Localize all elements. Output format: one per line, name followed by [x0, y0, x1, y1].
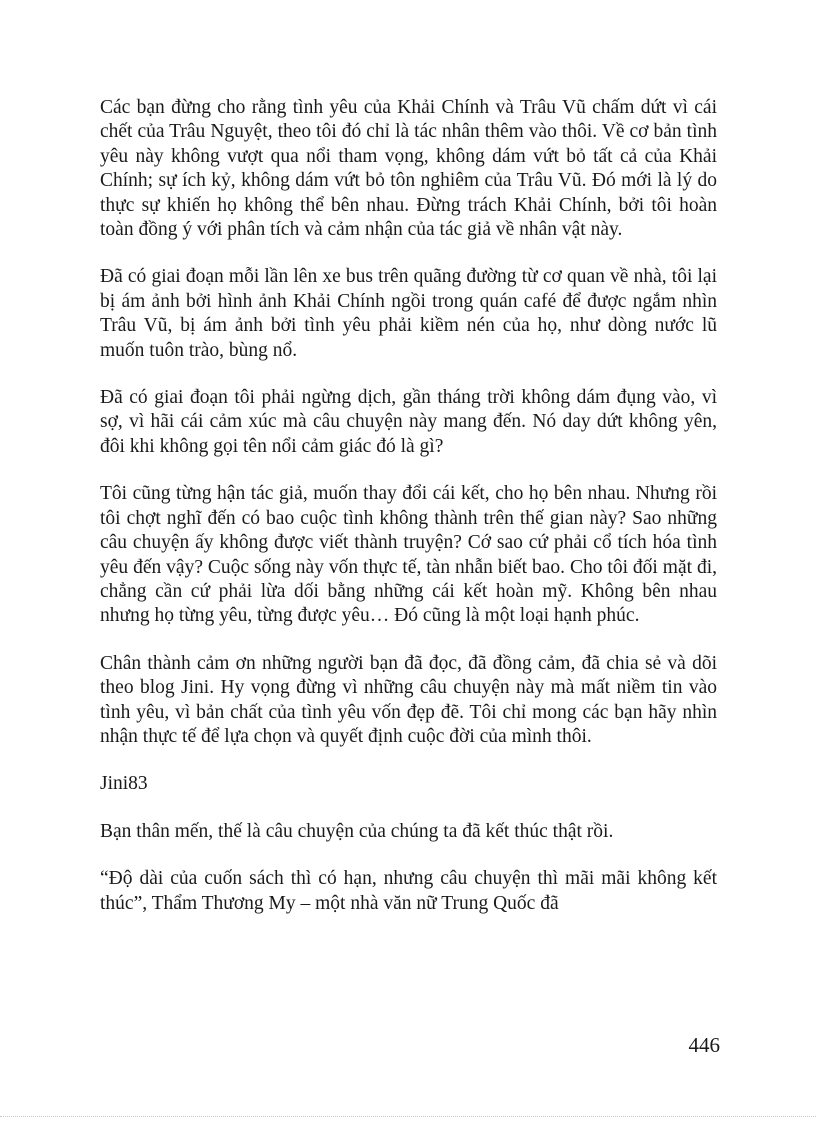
paragraph-3: Đã có giai đoạn tôi phải ngừng dịch, gần tháng trời không dám đụng vào, vì sợ, vì hãi cái cảm xúc mà câu chuyện này mang đến. Nó day dứt không yên, đôi khi không gọi tên nổi cảm giác đó là gì? — [100, 387, 717, 457]
author-signature: Jini83 — [100, 773, 148, 795]
body-text — [100, 96, 717, 939]
paragraph-1: Các bạn đừng cho rằng tình yêu của Khải Chính và Trâu Vũ chấm dứt vì cái chết của Trâu Nguyệt, theo tôi đó chỉ là tác nhân thêm vào thôi. Về cơ bản tình yêu này không vượt qua nổi tham vọng, không dám vứt bỏ tất cả của Khải Chính; sự ích kỷ, không dám vứt bỏ tôn nghiêm của Trâu Vũ. Đó mới là lý do thực sự khiến họ không thể bên nhau. Đừng trách Khải Chính, bởi tôi hoàn toàn đồng ý với phân tích và cảm nhận của tác giả về nhân vật này. — [100, 97, 717, 241]
page-number: 446 — [688, 1033, 720, 1057]
paragraph-7: Bạn thân mến, thế là câu chuyện của chúng ta đã kết thúc thật rồi. — [100, 820, 614, 842]
page-bottom-divider — [0, 1116, 816, 1117]
paragraph-5: Chân thành cảm ơn những người bạn đã đọc, đã đồng cảm, đã chia sẻ và dõi theo blog Jini. Hy vọng đừng vì những câu chuyện này mà mất niềm tin vào tình yêu, vì bản chất của tình yêu vốn đẹp đẽ. Tôi chỉ mong các bạn hãy nhìn nhận thực tế để lựa chọn và quyết định cuộc đời của mình thôi. — [100, 652, 717, 747]
paragraph-8: “Độ dài của cuốn sách thì có hạn, nhưng câu chuyện thì mãi mãi không kết thúc”, Thẩm Thương My – một nhà văn nữ Trung Quốc đã — [100, 868, 717, 914]
paragraph-2: Đã có giai đoạn mỗi lần lên xe bus trên quãng đường từ cơ quan về nhà, tôi lại bị ám ảnh bởi hình ảnh Khải Chính ngồi trong quán café để được ngắm nhìn Trâu Vũ, bị ám ảnh bởi tình yêu phải kiềm nén của họ, như dòng nước lũ muốn tuôn trào, bùng nổ. — [100, 266, 717, 361]
paragraph-4: Tôi cũng từng hận tác giả, muốn thay đổi cái kết, cho họ bên nhau. Nhưng rồi tôi chợt nghĩ đến có bao cuộc tình không thành trên thế gian này? Sao những câu chuyện ấy không được viết thành truyện? Cớ sao cứ phải cổ tích hóa tình yêu đến vậy? Cuộc sống này vốn thực tế, tàn nhẫn biết bao. Cho tôi đối mặt đi, chẳng cần cứ phải lừa dối bằng những cái kết hoàn mỹ. Không bên nhau nhưng họ từng yêu, từng được yêu… Đó cũng là một loại hạnh phúc. — [100, 483, 717, 627]
